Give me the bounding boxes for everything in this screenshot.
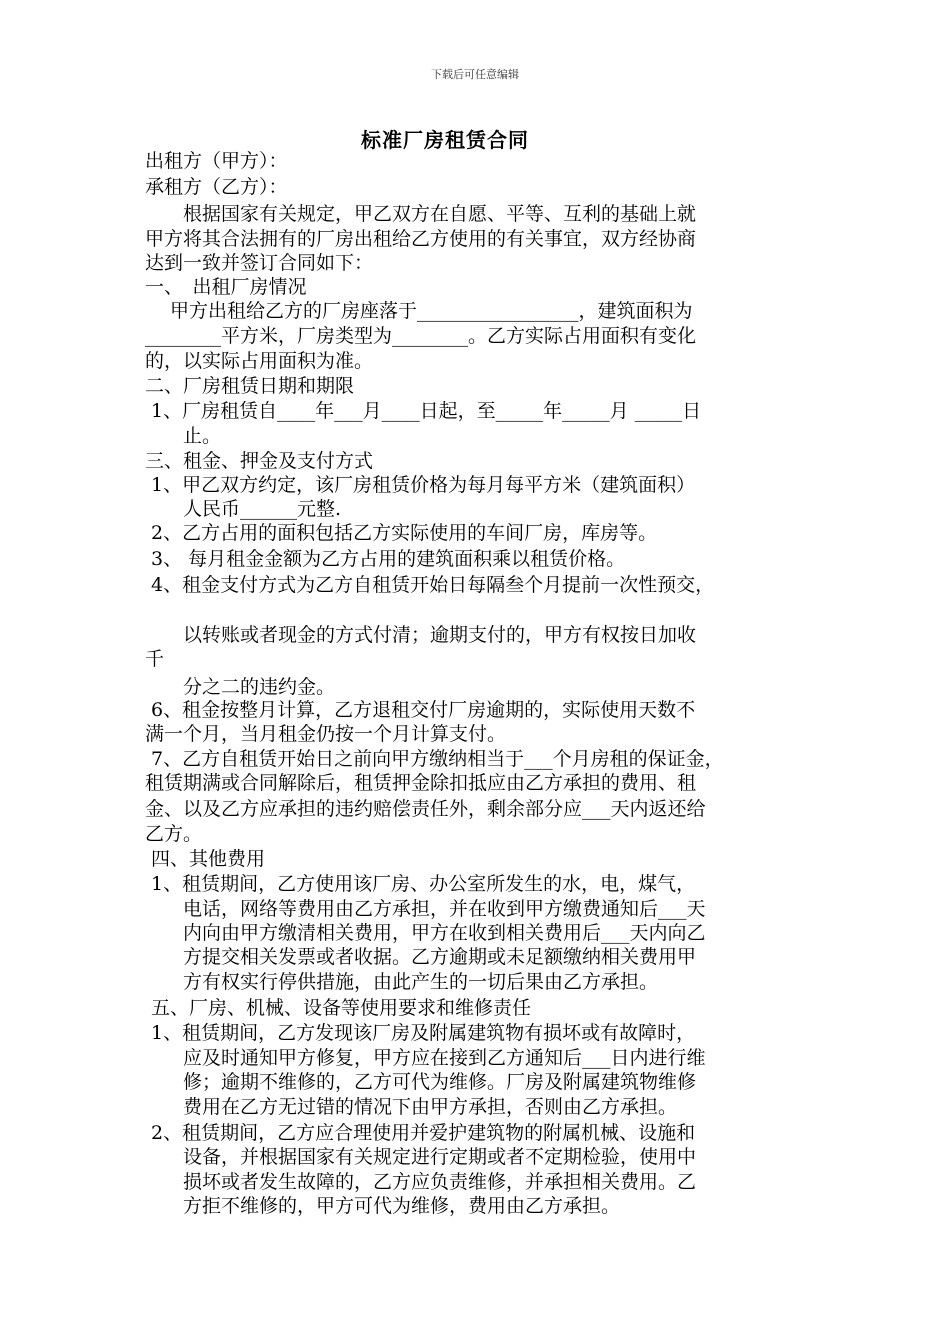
section-heading: 五、厂房、机械、设备等使用要求和维修责任 [145,997,532,1019]
text-line: 满一个月，当月租金仍按一个月计算支付。 [145,723,507,745]
text-line: 分之二的违约金。 [145,676,336,698]
text-line: 1、租赁期间，乙方使用该厂房、办公室所发生的水，电，煤气， [145,873,696,895]
text-line: 承租方（乙方）： [145,176,288,198]
text-line: 1、甲乙双方约定，该厂房租赁价格为每月每平方米（建筑面积） [145,474,696,496]
text-line: 以转账或者现金的方式付清；逾期支付的，甲方有权按日加收 [145,624,697,646]
section-heading: 二、厂房租赁日期和期限 [145,375,355,397]
text-line: 止。 [145,425,222,447]
text-line: 费用在乙方无过错的情况下由甲方承担，否则由乙方承担。 [145,1096,678,1118]
text-line: 损坏或者发生故障的，乙方应负责维修，并承担相关费用。乙 [145,1171,697,1193]
text-line: 1、厂房租赁自____年___月____日起，至_____年_____月 _____日 [145,400,702,422]
text-line: 方拒不维修的，甲方可代为维修，费用由乙方承担。 [145,1195,621,1217]
text-line: 千 [145,648,165,670]
text-line: 根据国家有关规定，甲乙双方在自愿、平等、互利的基础上就 [145,203,697,225]
text-line: ________平方米，厂房类型为________。乙方实际占用面积有变化 [145,325,697,347]
text-line: 7、乙方自租赁开始日之前向甲方缴纳相当于___个月房租的保证金， [145,748,724,770]
section-heading: 三、租金、押金及支付方式 [145,450,374,472]
text-line: 方有权实行停供措施，由此产生的一切后果由乙方承担。 [145,971,659,993]
text-line: 达到一致并签订合同如下： [145,252,374,274]
text-line: 甲方出租给乙方的厂房座落于_________________，建筑面积为 [145,300,693,322]
text-line: 6、租金按整月计算，乙方退租交付厂房逾期的，实际使用天数不 [145,699,696,721]
text-line: 设备，并根据国家有关规定进行定期或者不定期检验，使用中 [145,1146,697,1168]
section-heading: 四、其他费用 [145,848,266,870]
text-line: 2、乙方占用的面积包括乙方实际使用的车间厂房，库房等。 [145,522,658,544]
text-line: 租赁期满或合同解除后，租赁押金除扣抵应由乙方承担的费用、租 [145,772,697,794]
text-line: 应及时通知甲方修复，甲方应在接到乙方通知后___日内进行维 [145,1047,706,1069]
document-title: 标准厂房租赁合同 [361,128,529,152]
text-line: 金、以及乙方应承担的违约赔偿责任外，剩余部分应___天内返还给 [145,798,706,820]
text-line: 的，以实际占用面积为准。 [145,350,374,372]
text-line: 1、租赁期间，乙方发现该厂房及附属建筑物有损坏或有故障时， [145,1022,696,1044]
text-line: 方提交相关发票或者收据。乙方逾期或未足额缴纳相关费用甲 [145,946,697,968]
text-line: 乙方。 [145,823,203,845]
header-note: 下载后可任意编辑 [431,68,519,81]
text-line: 电话，网络等费用由乙方承担，并在收到甲方缴费通知后___天 [145,898,706,920]
text-line: 人民币______元整. [145,498,342,520]
text-line: 修；逾期不维修的，乙方可代为维修。厂房及附属建筑物维修 [145,1071,697,1093]
text-line: 出租方（甲方）： [145,150,288,172]
text-line: 2、租赁期间，乙方应合理使用并爱护建筑物的附属机械、设施和 [145,1122,696,1144]
text-line: 甲方将其合法拥有的厂房出租给乙方使用的有关事宜，双方经协商 [145,228,697,250]
text-line: 3、 每月租金金额为乙方占用的建筑面积乘以租赁价格。 [145,548,626,570]
text-line: 内向由甲方缴清相关费用，甲方在收到相关费用后___天内向乙 [145,922,706,944]
section-heading: 一、 出租厂房情况 [145,276,307,298]
text-line: 4、租金支付方式为乙方自租赁开始日每隔叁个月提前一次性预交， [145,574,715,596]
